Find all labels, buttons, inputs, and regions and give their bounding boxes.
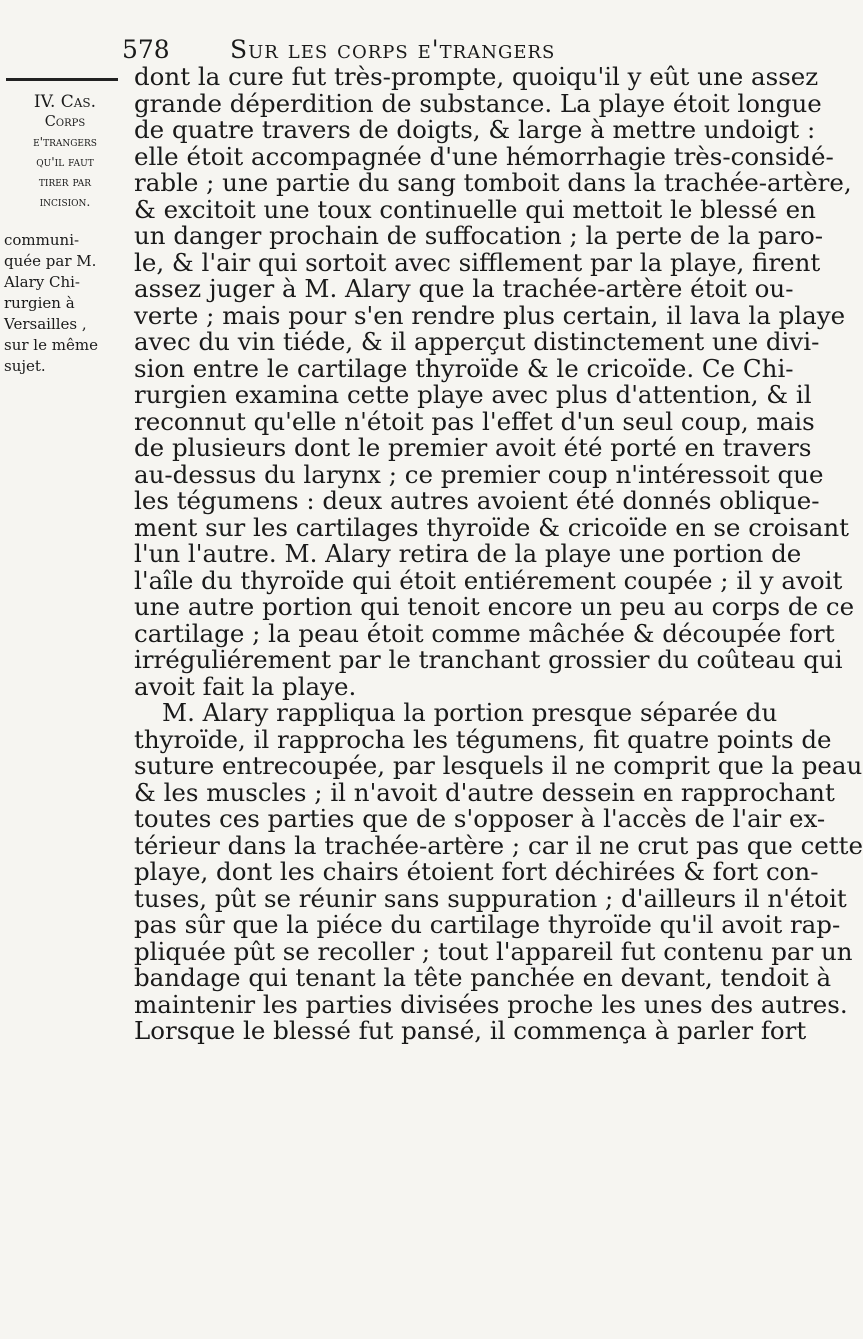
text-line: une autre portion qui tenoit encore un peu au corps de ce: [134, 592, 855, 621]
running-title: Sur les corps e'trangers: [230, 35, 556, 64]
text-line: le, & l'air qui sortoit avec sifflement par la playe, firent: [134, 247, 821, 277]
text-line: les tégumens : deux autres avoient été donnés oblique-: [134, 486, 820, 515]
text-line: rable ; une partie du sang tomboit dans la trachée-artère,: [134, 168, 852, 197]
text-line: ment sur les cartilages thyroïde & cricoïde en se croisant: [134, 512, 850, 542]
text-line: & les muscles ; il n'avoit d'autre dessein en rapprochant: [134, 777, 835, 807]
text-line: avec du vin tiéde, & il apperçut distinctement une divi-: [134, 327, 820, 356]
text-line: sion entre le cartilage thyroïde & le cricoïde. Ce Chi-: [134, 353, 794, 383]
text-line: & excitoit une toux continuelle qui mettoit le blessé en: [134, 194, 816, 224]
text-line: l'aîle du thyroïde qui étoit entiérement coupée ; il y avoit: [134, 565, 843, 595]
margin-communication-note: [4, 230, 126, 377]
margin-case-heading: [4, 92, 126, 212]
text-line: grande déperdition de substance. La playe étoit longue: [134, 88, 822, 118]
text-line: maintenir les parties divisées proche les unes des autres.: [134, 989, 848, 1019]
text-line: toutes ces parties que de s'opposer à l'accès de l'air ex-: [134, 804, 826, 833]
case-head-line: incision.: [39, 194, 91, 209]
text-line: au-dessus du larynx ; ce premier coup n'intéressoit que: [134, 459, 824, 489]
text-line: assez juger à M. Alary que la trachée-artère étoit ou-: [134, 274, 794, 303]
text-line: dont la cure fut très-prompte, quoiqu'il y eût une assez: [134, 62, 819, 91]
text-line: pliquée pût se recoller ; tout l'appareil fut contenu par un: [134, 936, 853, 966]
text-line: playe, dont les chairs étoient fort déchirées & fort con-: [134, 857, 819, 886]
case-head-line: Corps: [44, 114, 86, 130]
text-line: elle étoit accompagnée d'une hémorrhagie très-considé-: [134, 141, 834, 171]
communication-line: Alary Chi-: [4, 273, 80, 291]
body-text: [134, 62, 863, 1045]
text-line: térieur dans la trachée-artère ; car il ne crut pas que cette: [134, 830, 863, 860]
communication-line: sujet.: [4, 357, 46, 375]
text-line: de plusieurs dont le premier avoit été porté en travers: [134, 433, 812, 462]
text-line: irréguliérement par le tranchant grossier du coûteau qui: [134, 645, 843, 674]
text-line: pas sûr que la piéce du cartilage thyroïde qu'il avoit rap-: [134, 910, 841, 939]
page-number: 578: [122, 35, 170, 64]
text-line: verte ; mais pour s'en rendre plus certain, il lava la playe: [134, 300, 846, 330]
text-line: M. Alary rappliqua la portion presque séparée du: [162, 698, 778, 727]
text-line: thyroïde, il rapprocha les tégumens, fit quatre points de: [134, 724, 832, 754]
text-line: de quatre travers de doigts, & large à mettre undoigt :: [134, 115, 816, 144]
case-head-line: qu'il faut: [36, 154, 94, 169]
communication-line: Versailles ,: [4, 315, 87, 333]
text-line: rurgien examina cette playe avec plus d'attention, & il: [134, 380, 812, 409]
text-line: suture entrecoupée, par lesquels il ne comprit que la peau: [134, 751, 863, 780]
text-line: tuses, pût se réunir sans suppuration ; d'ailleurs il n'étoit: [134, 883, 847, 913]
text-line: bandage qui tenant la tête panchée en devant, tendoit à: [134, 963, 832, 992]
text-line: l'un l'autre. M. Alary retira de la playe une portion de: [134, 539, 802, 568]
communication-line: sur le même: [4, 336, 98, 354]
case-head-line: tirer par: [38, 174, 92, 189]
communication-line: communi-: [4, 231, 80, 249]
case-head-line: e'trangers: [33, 134, 97, 149]
text-line: un danger prochain de suffocation ; la perte de la paro-: [134, 221, 824, 250]
margin-rule: [6, 78, 118, 81]
communication-line: rurgien à: [4, 294, 75, 312]
text-line: reconnut qu'elle n'étoit pas l'effet d'un seul coup, mais: [134, 406, 815, 436]
case-head-line: IV. Cas.: [33, 92, 97, 112]
text-line: avoit fait la playe.: [134, 671, 357, 701]
communication-line: quée par M.: [4, 252, 97, 270]
text-line: cartilage ; la peau étoit comme mâchée & découpée fort: [134, 618, 835, 648]
text-line: Lorsque le blessé fut pansé, il commença à parler fort: [134, 1016, 807, 1045]
